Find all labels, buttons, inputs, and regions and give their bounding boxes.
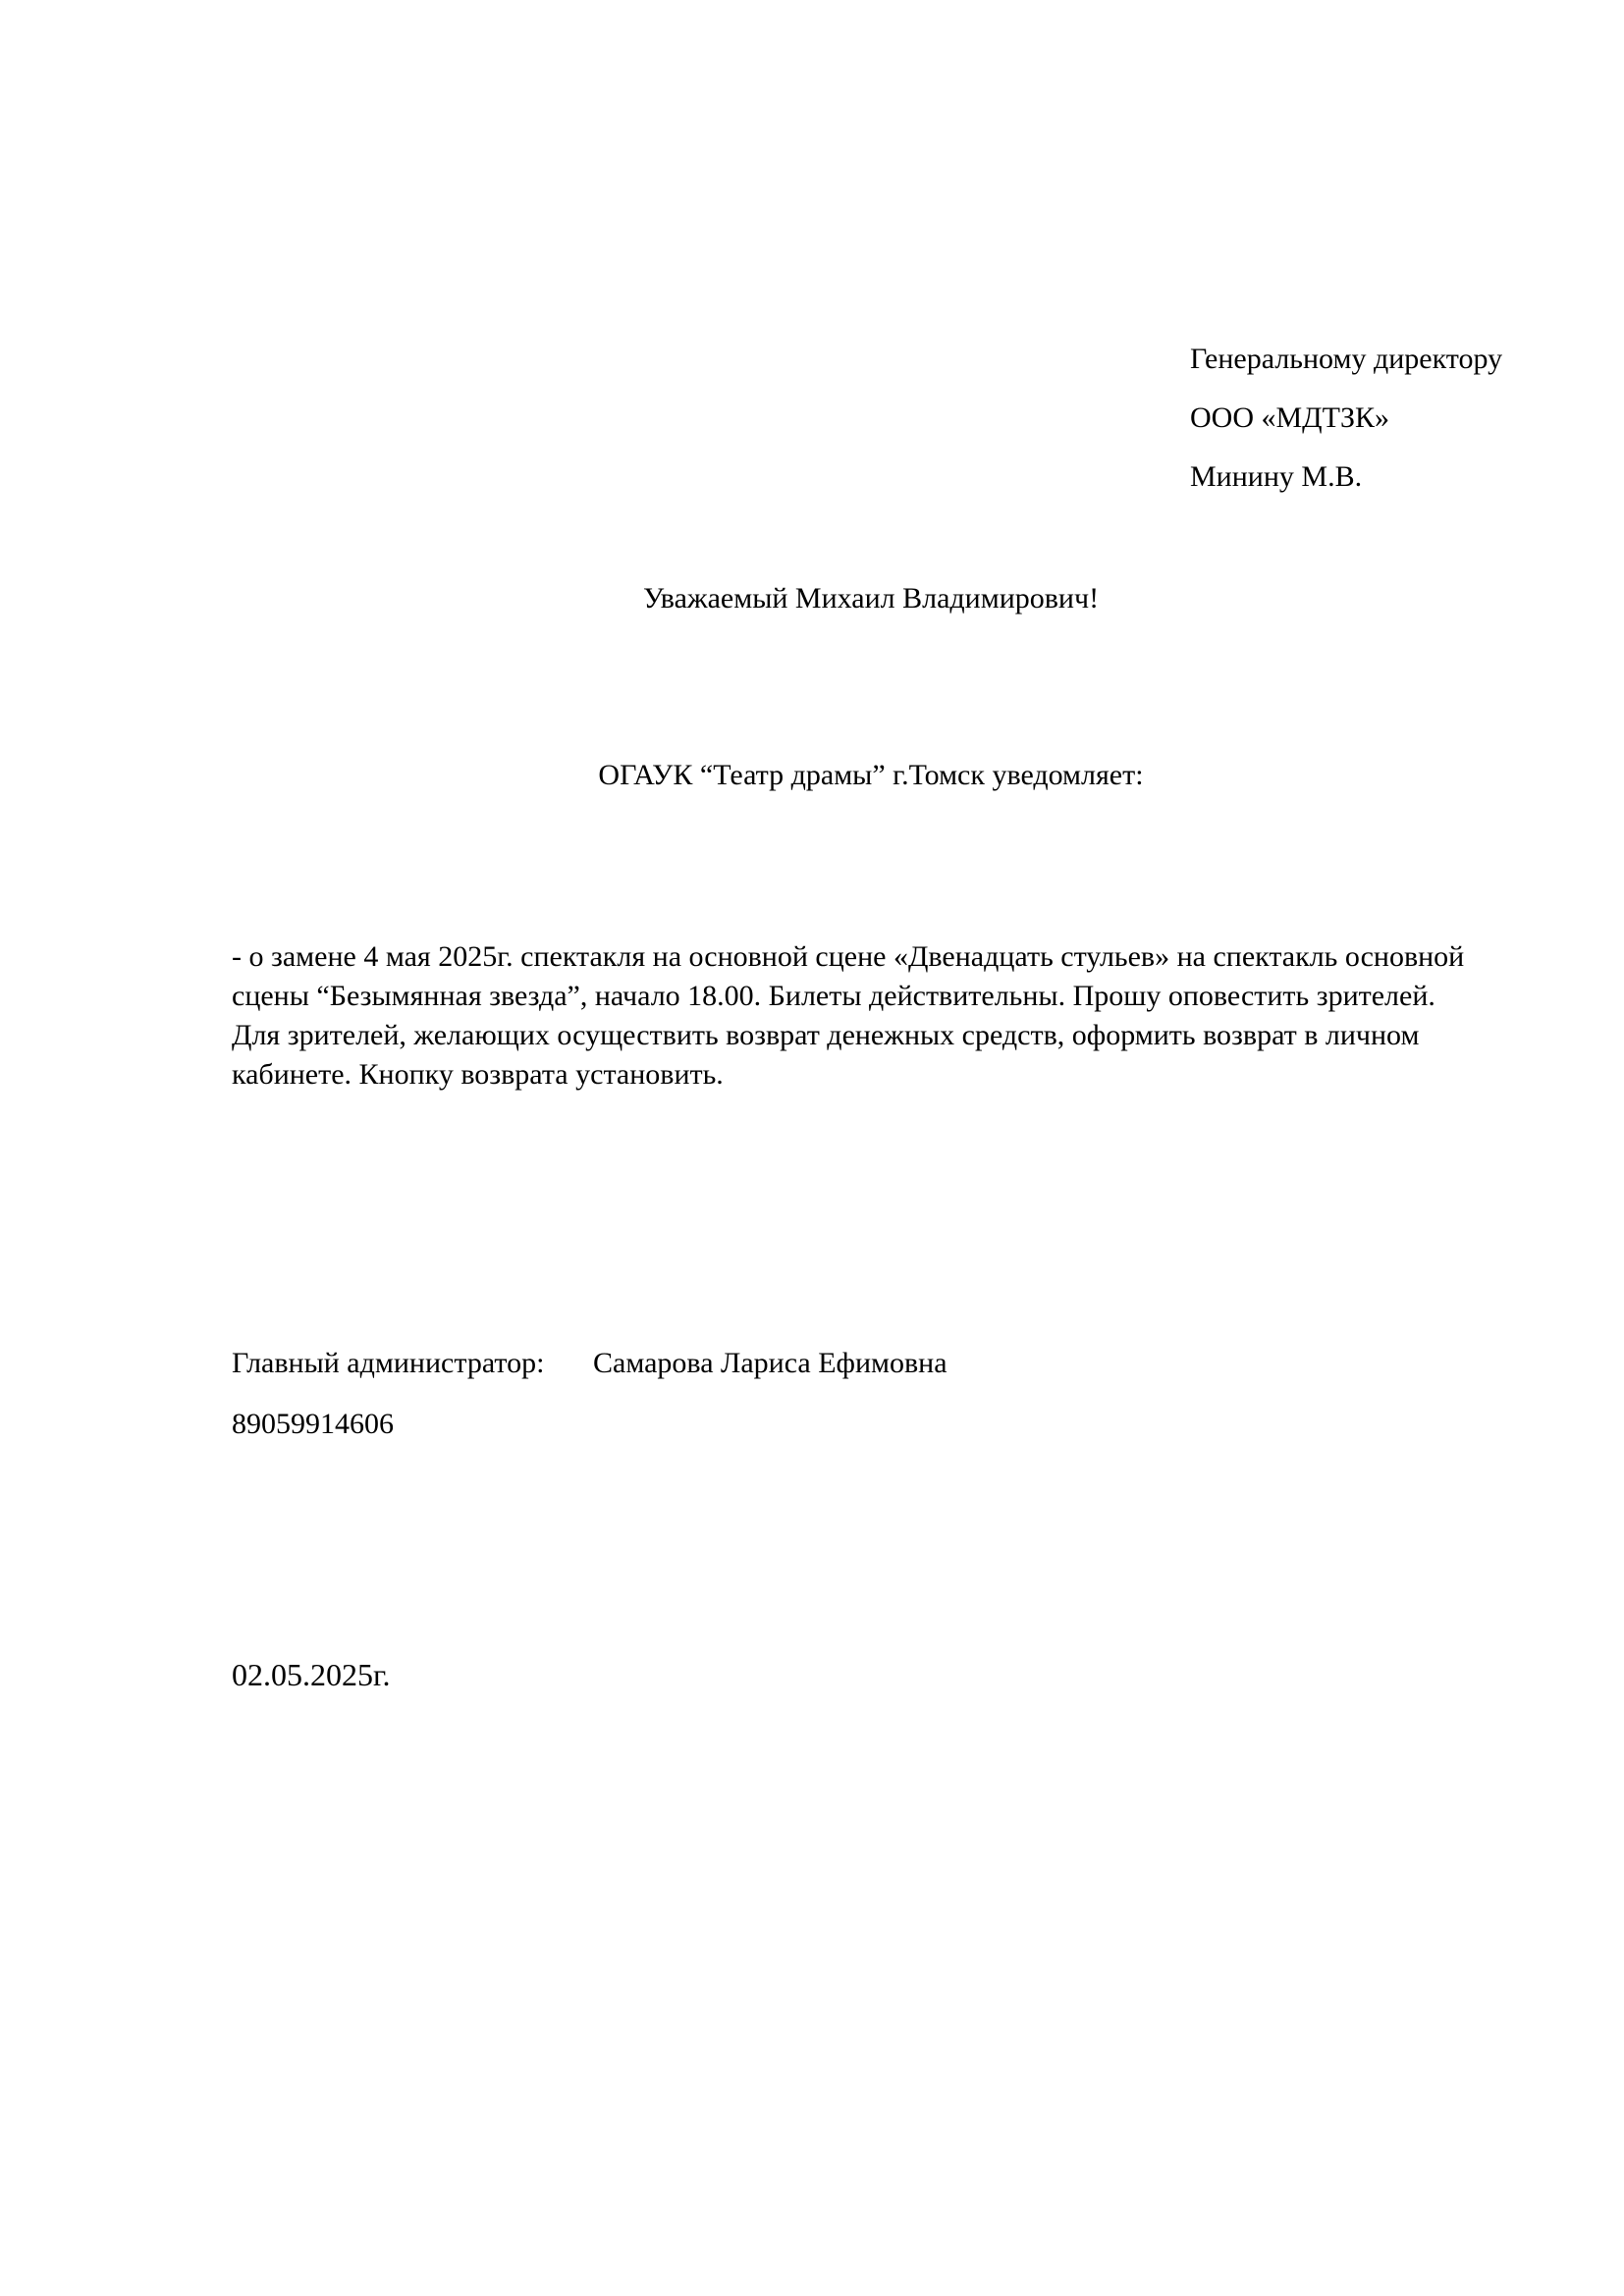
letter-date: 02.05.2025г. (232, 1657, 391, 1692)
recipient-name: Минину М.В. (1190, 460, 1363, 493)
signature-line (232, 1346, 947, 1381)
contact-phone: 89059914606 (232, 1408, 394, 1440)
body-line: Для зрителей, желающих осуществить возврат денежных средств, оформить возврат в личном (232, 1019, 1420, 1051)
signature-name: Самарова Лариса Ефимовна (593, 1347, 947, 1379)
salutation: Уважаемый Михаил Владимирович! (642, 582, 1100, 614)
recipient-position: Генеральному директору (1190, 343, 1503, 375)
recipient-organization: ООО «МДТЗК» (1190, 401, 1389, 434)
recipient-block (1190, 342, 1502, 518)
body-line: - о замене 4 мая 2025г. спектакля на основной сцене «Двенадцать стульев» на спектакль основной (232, 940, 1465, 973)
notice-body (232, 937, 1508, 1095)
notice-intro: ОГАУК “Театр драмы” г.Томск уведомляет: (598, 759, 1144, 791)
body-line: сцены “Безымянная звезда”, начало 18.00. Билеты действительны. Прошу оповестить зрителей. (232, 980, 1435, 1012)
signature-role: Главный администратор: (232, 1347, 545, 1379)
body-line: кабинете. Кнопку возврата установить. (232, 1058, 724, 1091)
